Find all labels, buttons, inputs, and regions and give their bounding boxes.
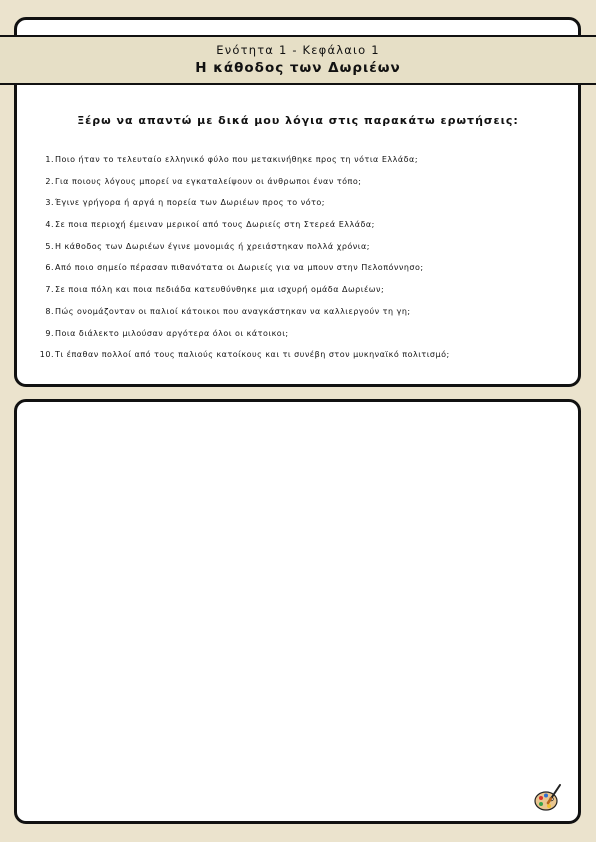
question-text: Ποιο ήταν το τελευταίο ελληνικό φύλο που μετακινήθηκε προς τη νότια Ελλάδα; (55, 155, 419, 164)
question-item (36, 177, 576, 199)
question-number: 1. (45, 155, 54, 164)
question-number: 6. (45, 263, 54, 273)
question-text: Από ποιο σημείο πέρασαν πιθανότατα οι Δωριείς για να μπουν στην Πελοπόννησο; (55, 263, 424, 273)
page-title: Η κάθοδος των Δωριέων (195, 60, 401, 76)
question-number: 5. (45, 241, 54, 251)
question-item (36, 285, 576, 307)
question-text: Σε ποια περιοχή έμειναν μερικοί από τους Δωριείς στη Στερεά Ελλάδα; (55, 220, 375, 230)
question-number: 7. (45, 285, 54, 295)
question-item (36, 220, 576, 242)
question-item (36, 155, 576, 177)
question-item (36, 242, 576, 264)
palette-icon (534, 783, 562, 813)
question-item (36, 263, 576, 285)
question-number: 8. (45, 306, 54, 316)
question-number: 10. (39, 350, 54, 360)
question-text: Έγινε γρήγορα ή αργά η πορεία των Δωριέων προς το νότο; (55, 198, 325, 208)
question-text: Η κάθοδος των Δωριέων έγινε μονομιάς ή χρειάστηκαν πολλά χρόνια; (55, 241, 370, 251)
question-list (36, 155, 576, 372)
question-text: Τι έπαθαν πολλοί από τους παλιούς κατοίκους και τι συνέβη στον μυκηναϊκό πολιτισμό; (55, 350, 450, 360)
question-item (36, 307, 576, 329)
question-text: Για ποιους λόγους μπορεί να εγκαταλείψουν οι άνθρωποι έναν τόπο; (55, 176, 362, 186)
question-number: 9. (45, 328, 54, 338)
question-item (36, 329, 576, 351)
question-number: 2. (45, 176, 54, 186)
question-number: 4. (45, 220, 54, 230)
question-text: Πώς ονομάζονταν οι παλιοί κάτοικοι που αναγκάστηκαν να καλλιεργούν τη γη; (55, 306, 411, 316)
unit-chapter-label: Ενότητα 1 - Κεφάλαιο 1 (216, 43, 380, 57)
question-number: 3. (45, 198, 54, 208)
instruction-text: Ξέρω να απαντώ με δικά μου λόγια στις παρακάτω ερωτήσεις: (77, 114, 519, 127)
question-text: Σε ποια πόλη και ποια πεδιάδα κατευθύνθηκε μια ισχυρή ομάδα Δωριέων; (55, 285, 385, 295)
header-band (0, 35, 596, 85)
question-item (36, 350, 576, 372)
answer-area (14, 399, 581, 824)
question-text: Ποια διάλεκτο μιλούσαν αργότερα όλοι οι κάτοικοι; (55, 328, 289, 338)
question-item (36, 198, 576, 220)
